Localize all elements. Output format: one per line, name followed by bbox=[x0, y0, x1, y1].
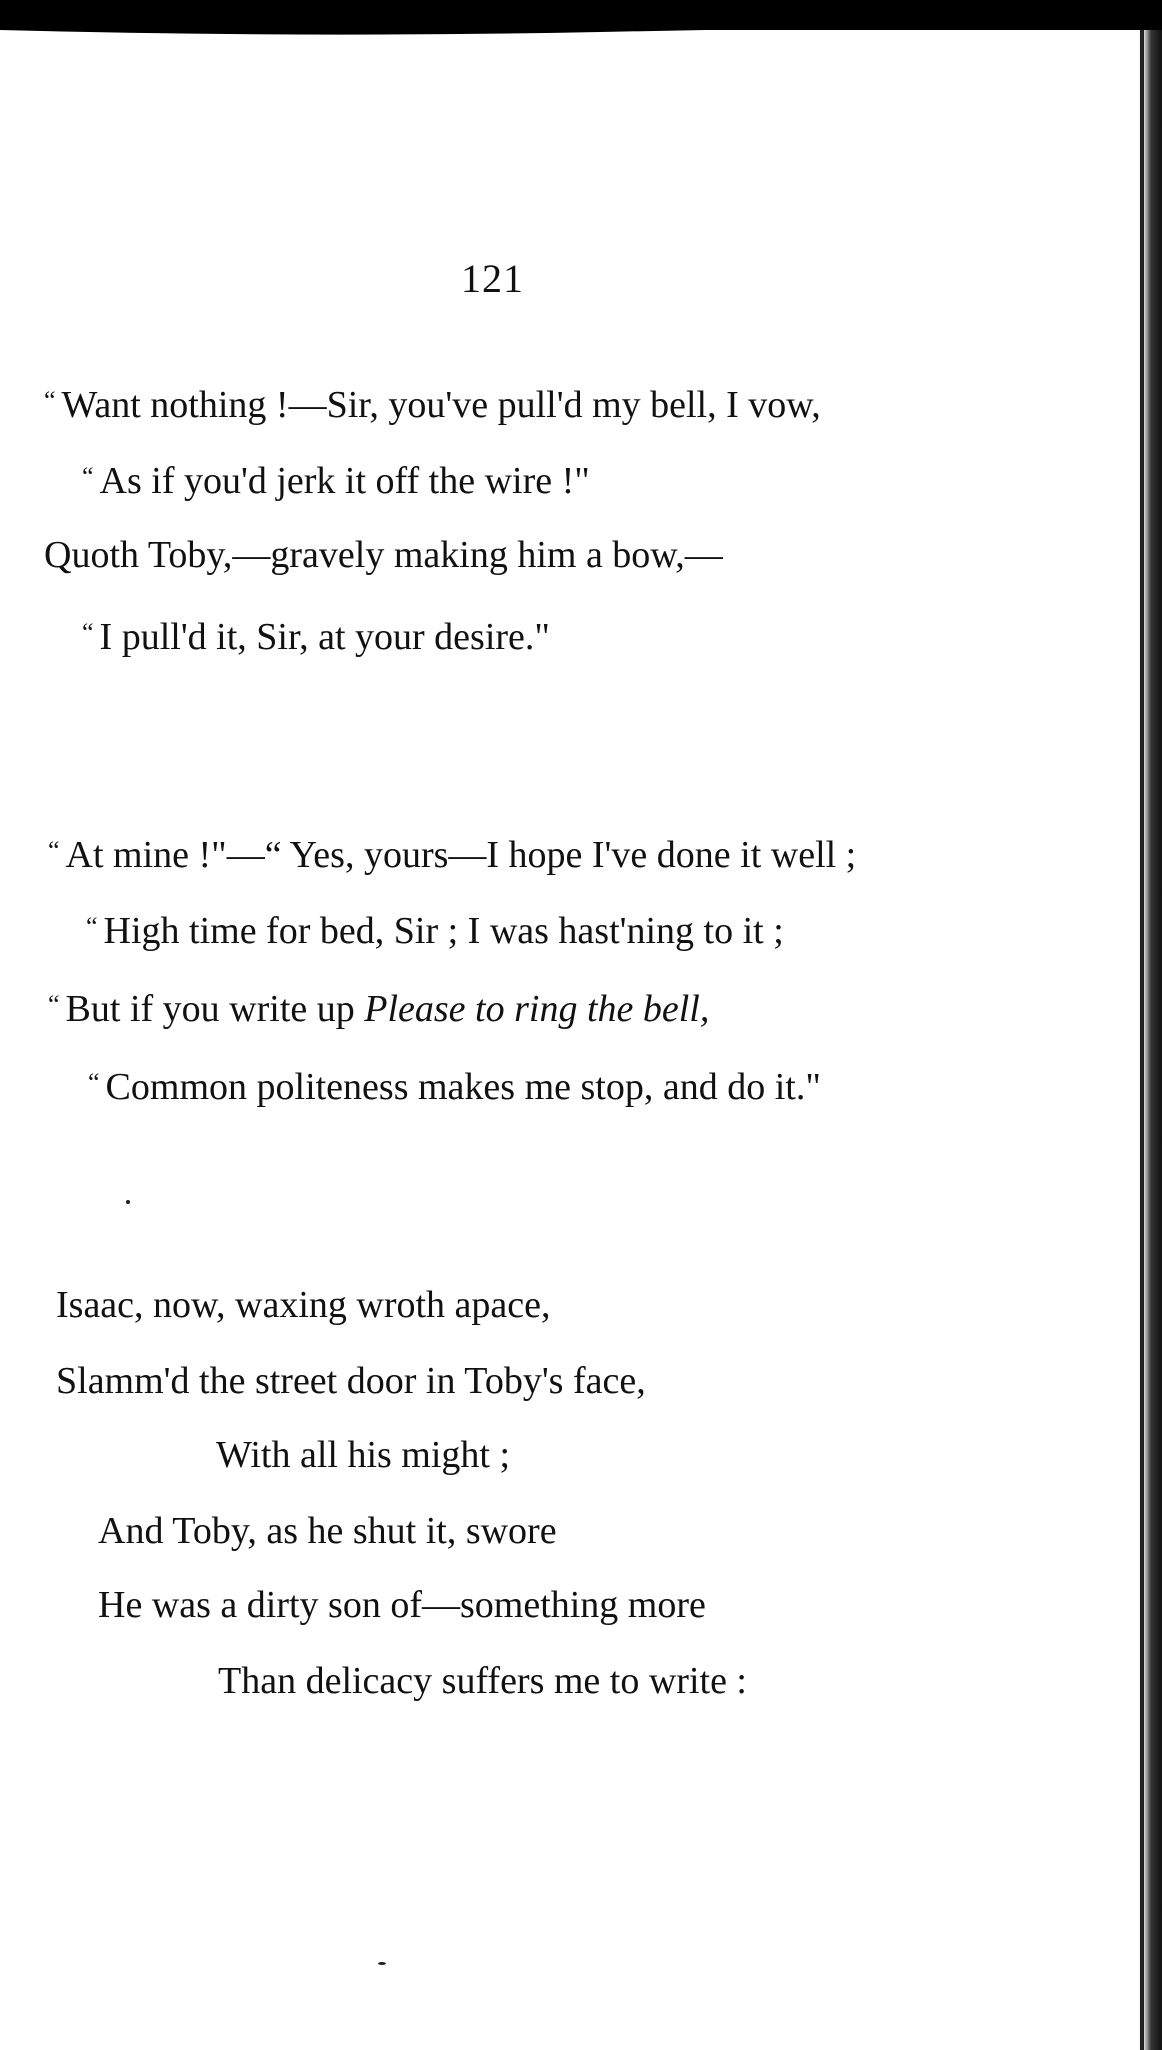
stanza2-line3 bbox=[48, 982, 709, 1032]
stanza2-line1 bbox=[48, 828, 856, 878]
open-quote: “ bbox=[88, 1068, 100, 1097]
verse-text: At mine !"—“ Yes, yours—I hope I've done it well ; bbox=[65, 834, 857, 876]
page-number: 121 bbox=[461, 256, 524, 301]
stanza2-line2 bbox=[86, 904, 784, 954]
verse-text: Isaac, now, waxing wroth apace, bbox=[56, 1284, 551, 1326]
open-quote: “ bbox=[82, 618, 94, 647]
verse-text: But if you write up bbox=[65, 988, 365, 1030]
page-right-edge-line bbox=[1140, 30, 1144, 2050]
open-quote: “ bbox=[48, 836, 60, 865]
stanza1-line3 bbox=[44, 532, 723, 578]
stanza1-line2 bbox=[82, 454, 590, 504]
stanza3-line6 bbox=[218, 1658, 747, 1704]
verse-text: Common politeness makes me stop, and do it." bbox=[105, 1066, 821, 1108]
verse-text: And Toby, as he shut it, swore bbox=[98, 1510, 557, 1552]
stanza1-line1 bbox=[44, 378, 821, 428]
stanza3-line1 bbox=[56, 1282, 551, 1328]
stanza3-line5 bbox=[98, 1582, 706, 1628]
verse-text: Want nothing !—Sir, you've pull'd my bell, I vow, bbox=[61, 384, 821, 426]
open-quote: “ bbox=[86, 912, 98, 941]
page-top-curl bbox=[0, 24, 1162, 44]
verse-text: High time for bed, Sir ; I was hast'ning to it ; bbox=[103, 910, 784, 952]
verse-text: Than delicacy suffers me to write : bbox=[218, 1660, 747, 1702]
verse-text: Quoth Toby,—gravely making him a bow,— bbox=[44, 534, 723, 576]
open-quote: “ bbox=[82, 462, 94, 491]
stanza3-line4 bbox=[98, 1508, 557, 1554]
verse-italic-text: Please to ring the bell, bbox=[364, 988, 710, 1030]
verse-text: As if you'd jerk it off the wire !" bbox=[99, 460, 590, 502]
stanza2-line4 bbox=[88, 1060, 821, 1110]
stanza3-line3 bbox=[216, 1432, 510, 1478]
open-quote: “ bbox=[48, 990, 60, 1019]
print-speck bbox=[378, 1962, 386, 1965]
verse-text: He was a dirty son of—something more bbox=[98, 1584, 706, 1626]
stanza1-line4 bbox=[82, 610, 550, 660]
verse-text: I pull'd it, Sir, at your desire." bbox=[99, 616, 550, 658]
stanza3-line2 bbox=[56, 1358, 646, 1404]
open-quote: “ bbox=[44, 386, 56, 415]
print-speck bbox=[126, 1200, 130, 1204]
verse-text: Slamm'd the street door in Toby's face, bbox=[56, 1360, 646, 1402]
verse-text: With all his might ; bbox=[216, 1434, 511, 1476]
